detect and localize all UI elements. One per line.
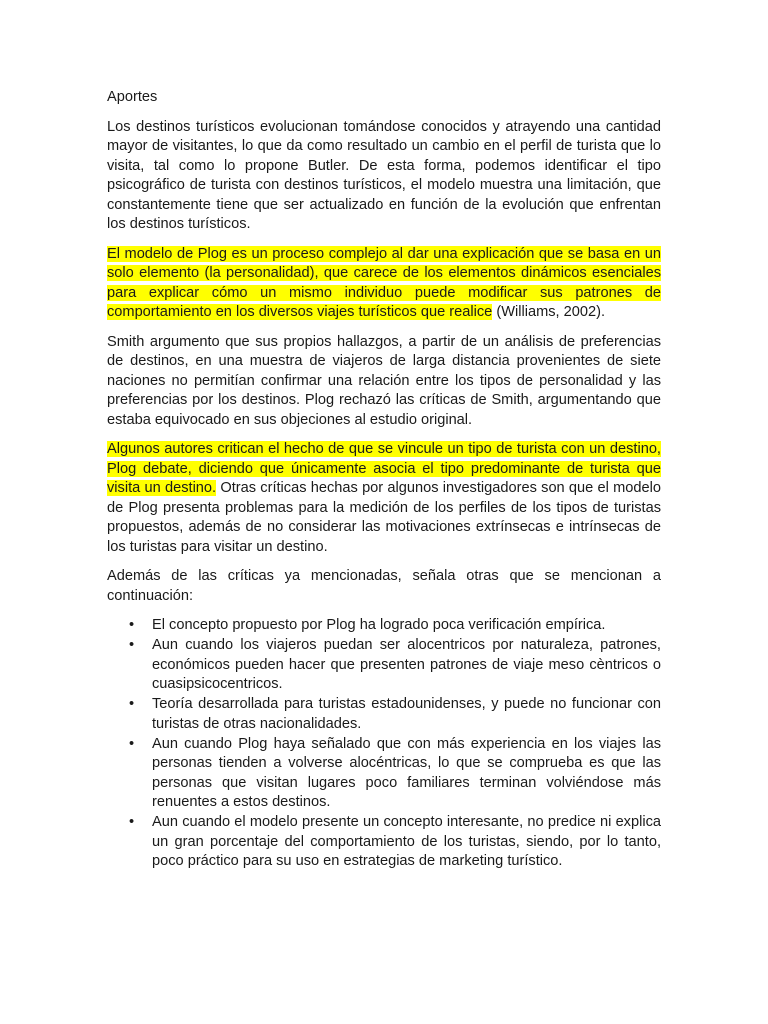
list-item: [129, 695, 661, 734]
list-item: [129, 616, 661, 636]
paragraph-4-text: Otras críticas hechas por algunos investigadores son que el modelo de Plog presenta problemas para la medición de los perfiles de los tipos de turistas propuestos, además de no considerar las motivaciones extrínsecas e intrínsecas de los turistas para visitar un destino.: [107, 480, 661, 555]
list-item: [129, 636, 661, 695]
paragraph-1-text: Los destinos turísticos evolucionan tomándose conocidos y atrayendo una cantidad mayor de visitantes, lo que da como resultado un cambio en el perfil de turista que lo visita, tal como lo propone Butler. De esta forma, podemos identificar el tipo psicográfico de turista con destinos turísticos, el modelo muestra una limitación, que constantemente tiene que ser actualizado en función de la evolución que enfrentan los destinos turísticos.: [107, 118, 661, 232]
list-item-text: Aun cuando Plog haya señalado que con más experiencia en los viajes las personas tienden a volverse alocéntricas, lo que se comprueba es que las personas que visitan lugares poco familiares terminan volviéndose más renuentes a estos destinos.: [152, 735, 661, 810]
list-item: [129, 735, 661, 813]
list-item: [129, 813, 661, 872]
paragraph-3: [107, 333, 661, 431]
paragraph-3-text: Smith argumento que sus propios hallazgos, a partir de un análisis de preferencias de destinos, en una muestra de viajeros de larga distancia provenientes de siete naciones no permitían confirmar una relación entre los tipos de personalidad y las preferencias por los destinos. Plog rechazó las críticas de Smith, argumentando que estaba equivocado en sus objeciones al estudio original.: [107, 333, 661, 428]
bullet-icon: •: [129, 617, 135, 633]
paragraph-2: [107, 245, 661, 323]
bullet-icon: •: [129, 637, 135, 653]
criticism-list: [107, 616, 661, 872]
bullet-icon: •: [129, 696, 135, 712]
paragraph-1: [107, 118, 661, 235]
paragraph-5-text: Además de las críticas ya mencionadas, señala otras que se mencionan a continuación:: [107, 568, 661, 604]
list-item-text: Aun cuando los viajeros puedan ser alocentricos por naturaleza, patrones, económicos pueden hacer que presenten patrones de viaje meso cèntricos o cuasipsicocentricos.: [152, 637, 661, 692]
paragraph-4: [107, 440, 661, 557]
list-item-text: Aun cuando el modelo presente un concepto interesante, no predice ni explica un gran porcentaje del comportamiento de los turistas, siendo, por lo tanto, poco práctico para su uso en estrategias de marketing turístico.: [152, 814, 661, 869]
section-heading: Aportes: [107, 89, 158, 105]
paragraph-2-highlighted-text: El modelo de Plog es un proceso complejo al dar una explicación que se basa en un solo elemento (la personalidad), que carece de los elementos dinámicos esenciales para explicar cómo un mismo individuo puede modificar sus patrones de comportamiento en los diversos viajes turísticos que realice: [107, 245, 661, 320]
paragraph-5: [107, 567, 661, 606]
paragraph-4-highlighted-text: Algunos autores critican el hecho de que se vincule un tipo de turista con un destino, Plog debate, diciendo que únicamente asocia el tipo predominante de turista que visita un destino.: [107, 441, 661, 496]
bullet-icon: •: [129, 735, 135, 752]
list-item-text: Teoría desarrollada para turistas estadounidenses, y puede no funcionar con turistas de otras nacionalidades.: [152, 696, 661, 732]
list-item-text: El concepto propuesto por Plog ha logrado poca verificación empírica.: [152, 617, 606, 633]
paragraph-2-citation: (Williams, 2002).: [492, 304, 606, 320]
bullet-icon: •: [129, 814, 135, 830]
document-page: [107, 88, 661, 872]
